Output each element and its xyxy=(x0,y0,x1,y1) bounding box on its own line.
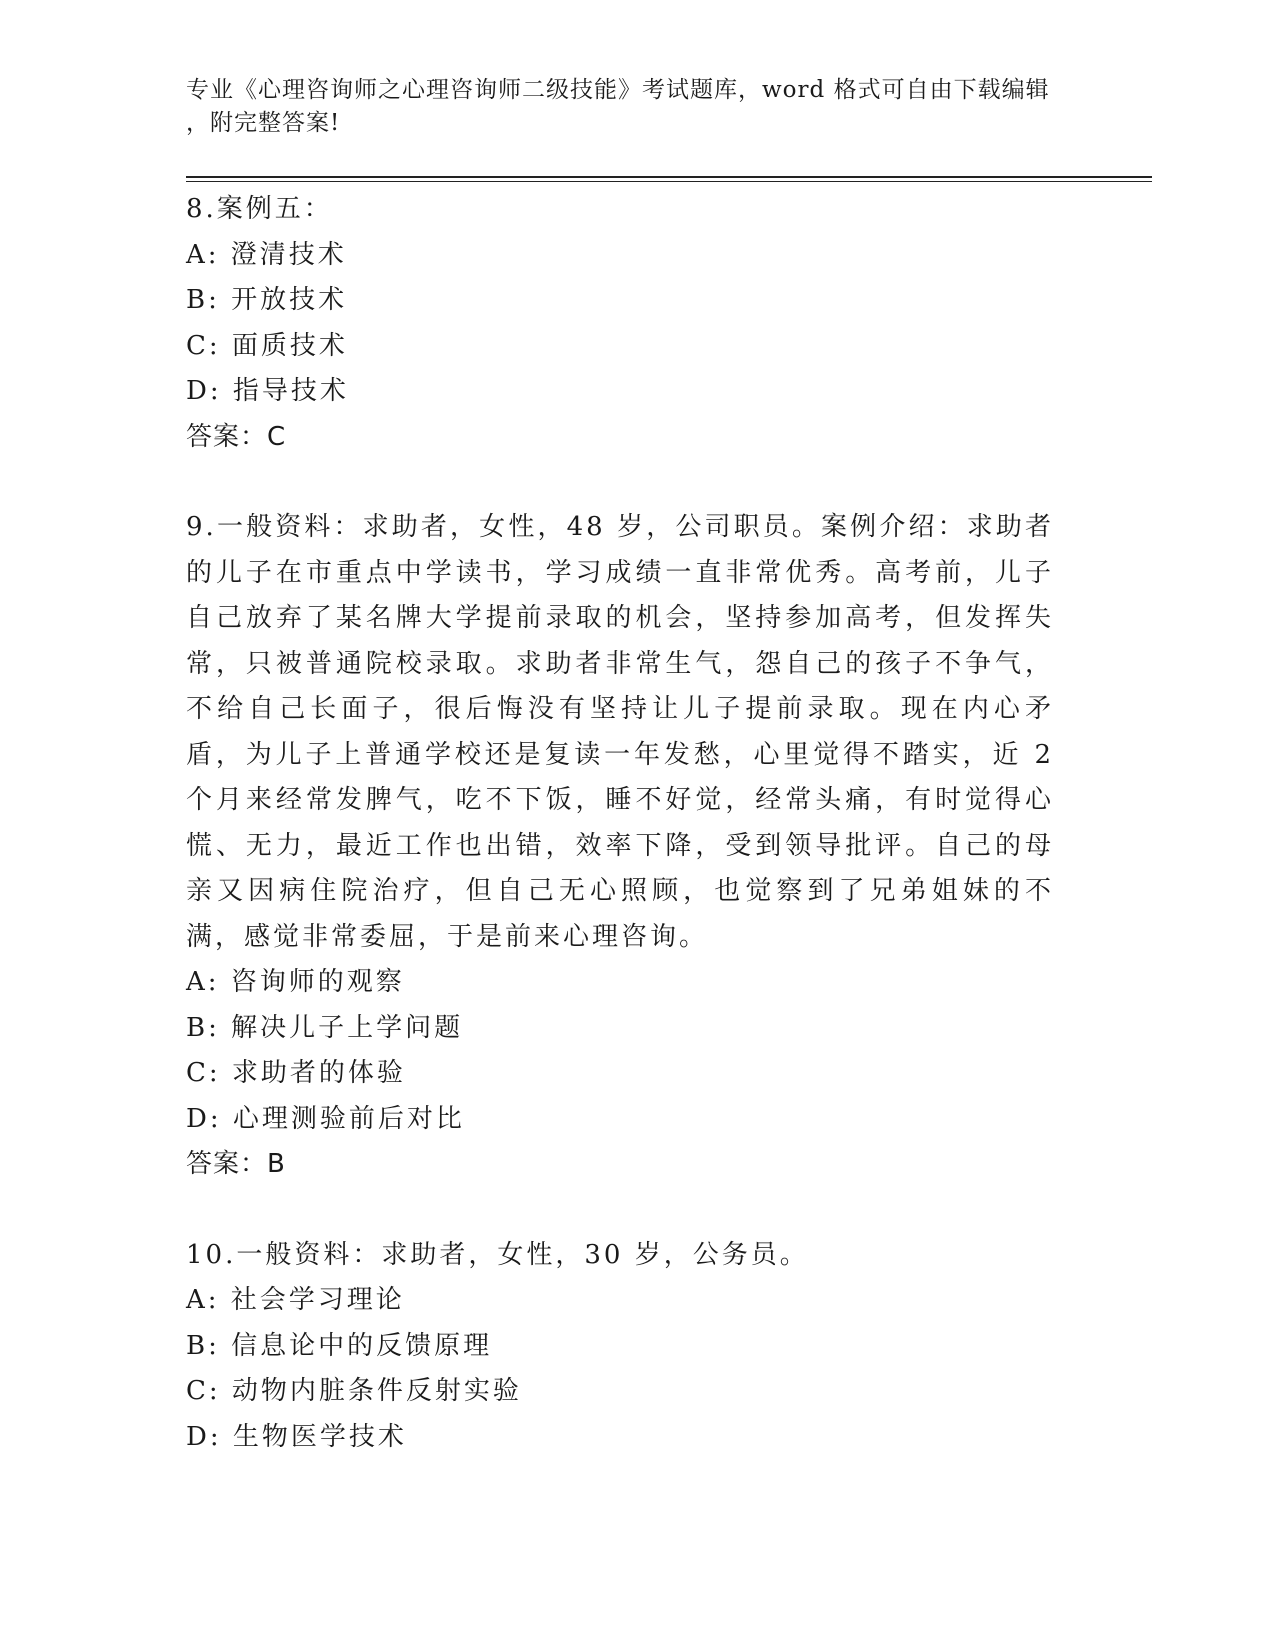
option-d: D: 生物医学技术 xyxy=(186,1421,407,1452)
question-stem: 8.案例五： xyxy=(186,194,333,224)
document-header xyxy=(186,74,1066,140)
option-b: B: 信息论中的反馈原理 xyxy=(186,1330,493,1361)
option-a: A: 澄清技术 xyxy=(186,239,347,270)
option-c: C: 面质技术 xyxy=(186,330,348,361)
option-b: B: 开放技术 xyxy=(186,285,348,315)
option-a: A: 咨询师的观察 xyxy=(186,967,405,997)
option-a: A: 社会学习理论 xyxy=(186,1285,405,1315)
header-line-2: ，附完整答案! xyxy=(186,110,341,136)
option-c: C: 动物内脏条件反射实验 xyxy=(186,1376,522,1406)
option-d: D: 心理测验前后对比 xyxy=(186,1103,465,1134)
header-divider-thick xyxy=(186,176,1152,178)
question-10 xyxy=(186,1233,1066,1461)
option-c: C: 求助者的体验 xyxy=(186,1058,406,1088)
spacer xyxy=(186,1188,1066,1233)
answer-label: 答案：B xyxy=(186,1149,286,1179)
question-stem: 10.一般资料：求助者，女性，30 岁，公务员。 xyxy=(186,1239,809,1270)
question-list xyxy=(186,187,1066,1460)
question-9 xyxy=(186,505,1066,1188)
option-d: D: 指导技术 xyxy=(186,376,349,406)
header-line-1: 专业《心理咨询师之心理咨询师二级技能》考试题库，word 格式可自由下载编辑 xyxy=(186,77,1050,103)
header-divider-thin xyxy=(186,181,1152,182)
question-stem: 9.一般资料：求助者，女性，48 岁，公司职员。案例介绍：求助者的儿子在市重点中学读书，学习成绩一直非常优秀。高考前，儿子自己放弃了某名牌大学提前录取的机会，坚持参加高考，但发挥失常，只被普通院校录取。求助者非常生气，怨自己的孩子不争气，不给自己长面子，很后悔没有坚持让儿子提前录取。现在内心矛盾，为儿子上普通学校还是复读一年发愁，心里觉得不踏实，近 2 个月来经常发脾气，吃不下饭，睡不好觉，经常头痛，有时觉得心慌、无力，最近工作也出错，效率下降，受到领导批评。自己的母亲又因病住院治疗，但自己无心照顾，也觉察到了兄弟姐妹的不满，感觉非常委屈，于是前来心理咨询。 xyxy=(186,512,1054,952)
spacer xyxy=(186,460,1066,505)
option-b: B: 解决儿子上学问题 xyxy=(186,1012,464,1043)
question-8 xyxy=(186,187,1066,460)
answer-label: 答案：C xyxy=(186,421,287,452)
